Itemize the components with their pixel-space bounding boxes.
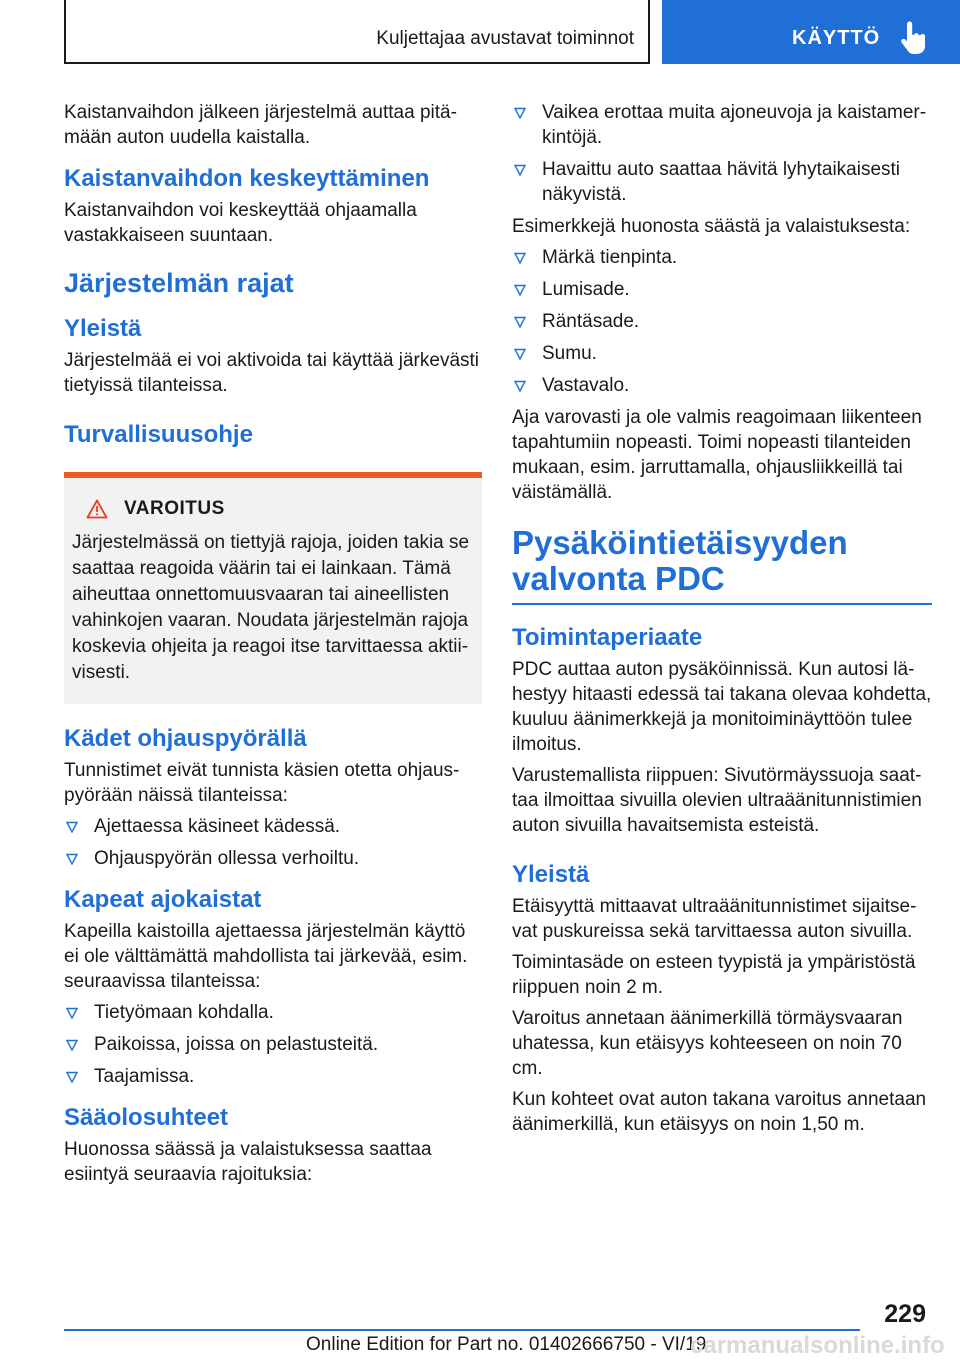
list-examples [512, 245, 932, 398]
paragraph-drive-carefully: Aja varovasti ja ole valmis reagoimaan liikenteen tapahtumiin nopeasti. Toimi nopeasti tilanteiden mukaan, esim. jarruttamalla, ohjausliikkeillä tai väistämällä. [512, 407, 922, 503]
heading-general-pdc: Yleistä [512, 861, 590, 888]
paragraph-interrupt: Kaistanvaihdon voi keskeyttää ohjaamalla vastakkaiseen suuntaan. [64, 200, 417, 246]
paragraph-principle: PDC auttaa auton pysäköinnissä. Kun autosi lähestyy hitaasti edessä tai takana olevaa kohdetta, kuuluu äänimerkkejä ja monitoiminäyttöön tulee ilmoitus. [512, 659, 932, 755]
header-section-title: Kuljettajaa avustavat toiminnot [376, 28, 634, 49]
heading-hands-on-wheel: Kädet ohjauspyörällä [64, 725, 307, 752]
heading-lane-change-interrupt: Kaistanvaihdon keskeyttäminen [64, 165, 430, 192]
footer-edition: Online Edition for Part no. 01402666750 - VI/19 [306, 1334, 707, 1355]
left-column [64, 100, 482, 1193]
list-item: Märkä tienpinta. [512, 245, 932, 270]
paragraph-examples: Esimerkkejä huonosta säästä ja valaistuksesta: [512, 216, 911, 237]
triangle-bullet-icon [514, 316, 526, 328]
heading-divider [512, 603, 932, 605]
paragraph-narrow: Kapeilla kaistoilla ajettaessa järjestelmän käyttö ei ole välttämättä mahdollista tai järkevää, esim. seuraavissa tilanteissa: [64, 921, 468, 992]
list-item: Ajettaessa käsineet kädessä. [64, 814, 482, 839]
triangle-bullet-icon [514, 107, 526, 119]
heading-safety: Turvallisuusohje [64, 421, 253, 448]
list-weather-limits [512, 100, 932, 207]
right-column [512, 100, 932, 1143]
paragraph-equipment: Varustemallista riippuen: Sivutörmäyssuoja saattaa ilmoittaa sivuilla olevien ultraäänitunnistimien auton sivuilla havaitsemista esteistä. [512, 765, 922, 836]
paragraph-warning-distance: Varoitus annetaan äänimerkillä törmäysvaaran uhatessa, kun etäisyys kohteeseen on noin 70 cm. [512, 1008, 903, 1079]
paragraph-weather: Huonossa säässä ja valaistuksessa saattaa esiintyä seuraavia rajoituksia: [64, 1139, 432, 1185]
heading-weather: Sääolosuhteet [64, 1104, 229, 1131]
list-item: Vaikea erottaa muita ajoneuvoja ja kaistamerkintöjä. [512, 100, 932, 150]
list-item: Havaittu auto saattaa hävitä lyhytaikaisesti näkyvistä. [512, 157, 932, 207]
list-item: Lumisade. [512, 277, 932, 302]
list-narrow [64, 1000, 482, 1089]
paragraph-sensors: Etäisyyttä mittaavat ultraäänitunnistimet sijaitsevat puskureissa sekä tarvittaessa auton sivuilla. [512, 896, 917, 942]
heading-pdc [512, 525, 932, 597]
warning-text: Järjestelmässä on tiettyjä rajoja, joiden takia se saattaa reagoida väärin tai ei lainkaan. Tämä aiheuttaa onnettomuusvaaran tai aineellisten vahinkojen vaaran. Noudata järjestelmän rajoja koskevia ohjeita ja reagoi itse tarvittaessa aktiivisesti. [72, 532, 470, 683]
page-number: 229 [884, 1300, 926, 1328]
triangle-bullet-icon [66, 1039, 78, 1051]
intro-paragraph: Kaistanvaihdon jälkeen järjestelmä auttaa pitämään auton uudella kaistalla. [64, 102, 457, 148]
list-item: Räntäsade. [512, 309, 932, 334]
footer-rule [64, 1329, 860, 1331]
heading-general: Yleistä [64, 315, 142, 342]
list-item: Paikoissa, joissa on pelastusteitä. [64, 1032, 482, 1057]
heading-system-limits: Järjestelmän rajat [64, 268, 294, 298]
triangle-bullet-icon [66, 1071, 78, 1083]
header-tab-label: KÄYTTÖ [792, 27, 881, 49]
paragraph-range: Toimintasäde on esteen tyypistä ja ympäristöstä riippuen noin 2 m. [512, 952, 916, 998]
paragraph-hands: Tunnistimet eivät tunnista käsien otetta ohjauspyörään näissä tilanteissa: [64, 760, 460, 806]
triangle-bullet-icon [514, 284, 526, 296]
header-tab-kaytto[interactable] [662, 0, 960, 64]
heading-narrow-lanes: Kapeat ajokaistat [64, 886, 262, 913]
warning-box [64, 472, 482, 704]
triangle-bullet-icon [514, 348, 526, 360]
heading-pdc-line2: valvonta PDC [512, 560, 725, 597]
paragraph-rear-distance: Kun kohteet ovat auton takana varoitus annetaan äänimerkillä, kun etäisyys on noin 1,50 m. [512, 1089, 927, 1135]
triangle-bullet-icon [66, 1007, 78, 1019]
header-section-box [64, 0, 650, 64]
paragraph-general: Järjestelmää ei voi aktivoida tai käyttää järkevästi tietyissä tilanteissa. [64, 350, 480, 396]
list-item: Taajamissa. [64, 1064, 482, 1089]
heading-principle: Toimintaperiaate [512, 624, 703, 651]
triangle-bullet-icon [514, 164, 526, 176]
warning-triangle-icon [86, 499, 108, 519]
triangle-bullet-icon [514, 252, 526, 264]
list-item: Vastavalo. [512, 373, 932, 398]
list-item: Tietyömaan kohdalla. [64, 1000, 482, 1025]
footer-watermark: carmanualsonline.info [690, 1332, 945, 1359]
list-hands [64, 814, 482, 871]
warning-title: VAROITUS [124, 498, 225, 519]
triangle-bullet-icon [66, 853, 78, 865]
warning-header [72, 498, 474, 520]
list-item: Sumu. [512, 341, 932, 366]
heading-pdc-line1: Pysäköintietäisyyden [512, 524, 848, 561]
pointing-hand-icon [898, 20, 928, 56]
triangle-bullet-icon [514, 380, 526, 392]
list-item: Ohjauspyörän ollessa verhoiltu. [64, 846, 482, 871]
triangle-bullet-icon [66, 821, 78, 833]
